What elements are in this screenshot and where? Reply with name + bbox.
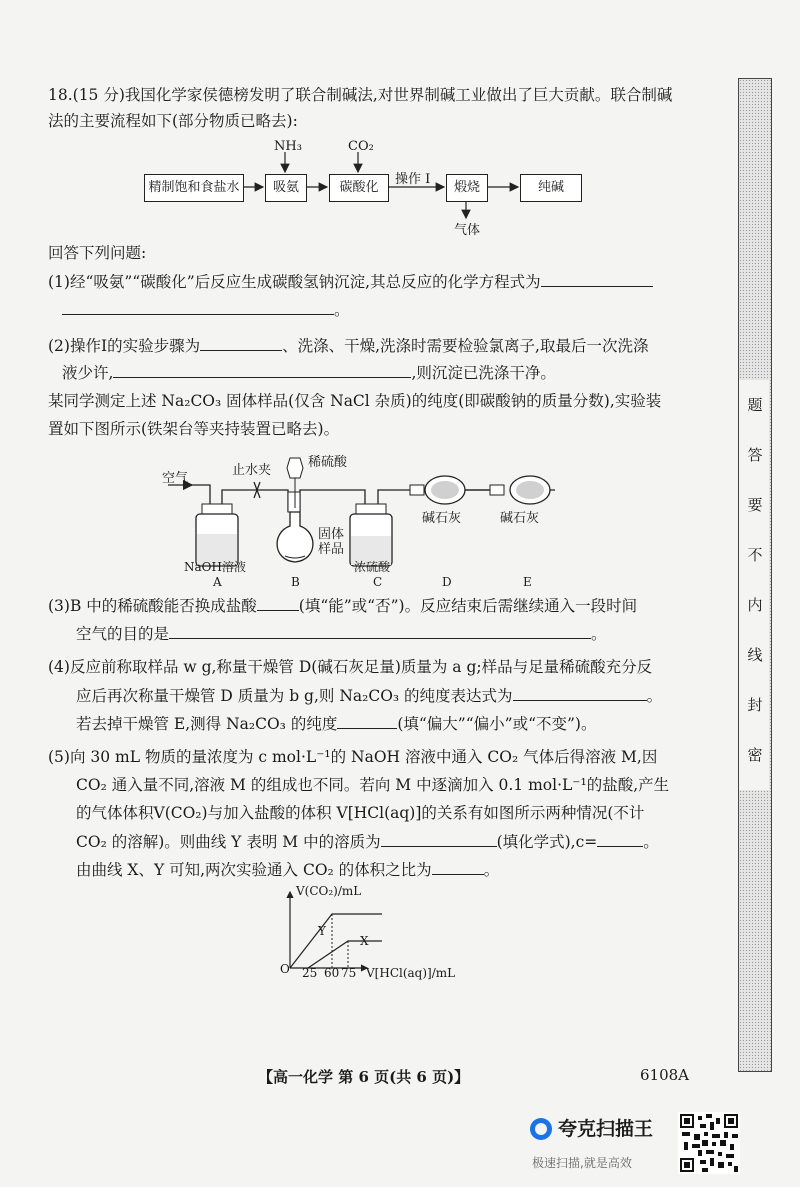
label-a: A [213, 575, 222, 589]
p1-line2 [62, 298, 350, 321]
seal-char-2: 答 [747, 446, 763, 464]
p5-text-c: 。 [643, 833, 659, 851]
p4-blank-a[interactable] [513, 684, 647, 701]
label-d: D [442, 575, 452, 589]
p2-text-c: 液少许, [62, 364, 114, 382]
p1-line1 [48, 270, 653, 293]
seal-char-1: 题 [747, 396, 763, 414]
seal-char-7: 封 [747, 696, 763, 714]
p4-blank-b[interactable] [337, 712, 397, 729]
apparatus-solid-label-2: 样品 [318, 542, 345, 557]
footer-code: 6108A [640, 1066, 690, 1084]
graph-tick-75: 75 [341, 966, 357, 980]
p2-line2 [62, 361, 556, 384]
q18-line2: 法的主要流程如下(部分物质已略去): [48, 112, 298, 130]
p2-text-a: (2)操作Ⅰ的实验步骤为 [48, 337, 201, 355]
graph-curve-x-label: X [360, 934, 369, 948]
apparatus-naoh-label: NaOH溶液 [184, 560, 246, 574]
p3-blank-b[interactable] [169, 622, 591, 639]
seal-char-4: 不 [747, 546, 763, 564]
flow-box-absorb-ammonia: 吸氨 [265, 174, 307, 202]
graph-origin: O [280, 962, 290, 976]
graph-tick-60: 60 [324, 966, 340, 980]
p5-blank-b[interactable] [597, 830, 643, 847]
q18-line1: 18.(15 分)我国化学家侯德榜发明了联合制碱法,对世界制碱工业做出了巨大贡献。联合制碱 [48, 86, 673, 104]
p5-text-e: 。 [483, 861, 500, 879]
graph-curve-y-label: Y [318, 924, 326, 938]
graph-ylabel: V(CO₂)/mL [296, 884, 362, 898]
seal-char-8: 密 [747, 746, 763, 764]
p4-text-a: 应后再次称量干燥管 D 质量为 b g,则 Na₂CO₃ 的纯度表达式为 [76, 687, 513, 705]
p5-line5 [76, 858, 499, 881]
label-b: B [291, 575, 300, 589]
p1-text: (1)经“吸氨”“碳酸化”后反应生成碳酸氢钠沉淀,其总反应的化学方程式为 [48, 273, 541, 291]
flow-gas-label: 气体 [454, 223, 481, 238]
apparatus-solid-label-1: 固体 [318, 527, 345, 542]
flow-operation-label: 操作 I [395, 172, 431, 187]
p2-blank-a[interactable] [200, 334, 282, 351]
seal-char-3: 要 [747, 496, 763, 514]
p4-line1: (4)反应前称取样品 w g,称量干燥管 D(碱石灰足量)质量为 a g;样品与足量稀硫酸充分反 [48, 658, 653, 676]
apparatus-soda-lime-e: 碱石灰 [500, 511, 540, 526]
curve-x [308, 941, 382, 968]
p5-line4 [76, 830, 659, 853]
p1-end: 。 [334, 301, 350, 319]
intro-line1: 某同学测定上述 Na₂CO₃ 固体样品(仅含 NaCl 杂质)的纯度(即碳酸钠的质量分数),实验装 [48, 392, 662, 410]
label-c: C [373, 575, 383, 589]
p5-blank-c[interactable] [432, 858, 484, 875]
p3-text-d: 。 [591, 625, 607, 643]
footer-page-info: 【高一化学 第 6 页(共 6 页)】 [258, 1068, 470, 1086]
p3-blank-a[interactable] [257, 594, 299, 611]
seal-strip [739, 380, 769, 790]
watermark-subtitle: 极速扫描,就是高效 [532, 1156, 632, 1170]
flow-box-brine: 精制饱和食盐水 [144, 174, 244, 202]
p4-text-b: 。 [646, 687, 663, 705]
apparatus-soda-lime-d: 碱石灰 [422, 511, 462, 526]
p4-text-c: 若去掉干燥管 E,测得 Na₂CO₃ 的纯度 [76, 715, 338, 733]
answer-intro: 回答下列问题: [48, 244, 147, 262]
p5-text-d: 由曲线 X、Y 可知,两次实验通入 CO₂ 的体积之比为 [76, 861, 432, 879]
flow-co2-label: CO₂ [348, 139, 374, 154]
p5-blank-a[interactable] [381, 830, 497, 847]
p2-line1 [48, 334, 648, 357]
scanner-logo-icon [530, 1118, 552, 1140]
flow-box-carbonation: 碳酸化 [329, 174, 389, 202]
watermark-title: 夸克扫描王 [558, 1118, 654, 1140]
flow-box-calcine: 煅烧 [446, 174, 488, 202]
apparatus-h2so4-label: 浓硫酸 [354, 560, 391, 574]
flask-b [277, 512, 313, 562]
apparatus-air-label: 空气 [162, 471, 189, 486]
flow-nh3-label: NH₃ [274, 139, 302, 154]
p3-line1 [48, 594, 637, 617]
flow-box-soda-ash: 纯碱 [520, 174, 582, 202]
apparatus-clamp-label: 止水夹 [232, 463, 272, 478]
p3-text-c: 空气的目的是 [76, 625, 170, 643]
p4-line3 [76, 712, 596, 735]
graph-xlabel: V[HCl(aq)]/mL [366, 966, 456, 980]
p4-text-d: (填“偏大”“偏小”或“不变”)。 [397, 715, 597, 733]
p3-line2 [76, 622, 607, 645]
p5-text-b: (填化学式),c= [496, 833, 598, 851]
qr-code-icon [678, 1112, 740, 1174]
seal-char-5: 内 [747, 596, 763, 614]
graph-tick-25: 25 [302, 966, 318, 980]
p2-text-d: ,则沉淀已洗涤干净。 [411, 364, 556, 382]
seal-char-6: 线 [747, 646, 763, 664]
p1-blank-b[interactable] [62, 298, 334, 315]
p5-line1: (5)向 30 mL 物质的量浓度为 c mol·L⁻¹的 NaOH 溶液中通入 CO₂ 气体后得溶液 M,因 [48, 748, 658, 766]
p2-text-b: 、洗涤、干燥,洗涤时需要检验氯离子,取最后一次洗涤 [282, 337, 649, 355]
intro-line2: 置如下图所示(铁架台等夹持装置已略去)。 [48, 420, 340, 438]
p3-text-b: (填“能”或“否”)。反应结束后需继续通入一段时间 [298, 597, 638, 615]
flow-arrows [0, 130, 620, 240]
p1-blank-a[interactable] [541, 270, 653, 287]
p5-line3: 的气体体积V(CO₂)与加入盐酸的体积 V[HCl(aq)]的关系有如图所示两种情况(不计 [76, 804, 645, 822]
label-e: E [523, 575, 532, 589]
p2-blank-b[interactable] [113, 361, 411, 378]
p3-text-a: (3)B 中的稀硫酸能否换成盐酸 [48, 597, 257, 615]
p4-line2 [76, 684, 662, 707]
apparatus-acid-label: 稀硫酸 [308, 455, 348, 470]
p5-text-a: CO₂ 的溶解)。则曲线 Y 表明 M 中的溶质为 [76, 833, 381, 851]
p5-line2: CO₂ 通入量不同,溶液 M 的组成也不同。若向 M 中逐滴加入 0.1 mol·L⁻¹的盐酸,产生 [76, 776, 670, 794]
